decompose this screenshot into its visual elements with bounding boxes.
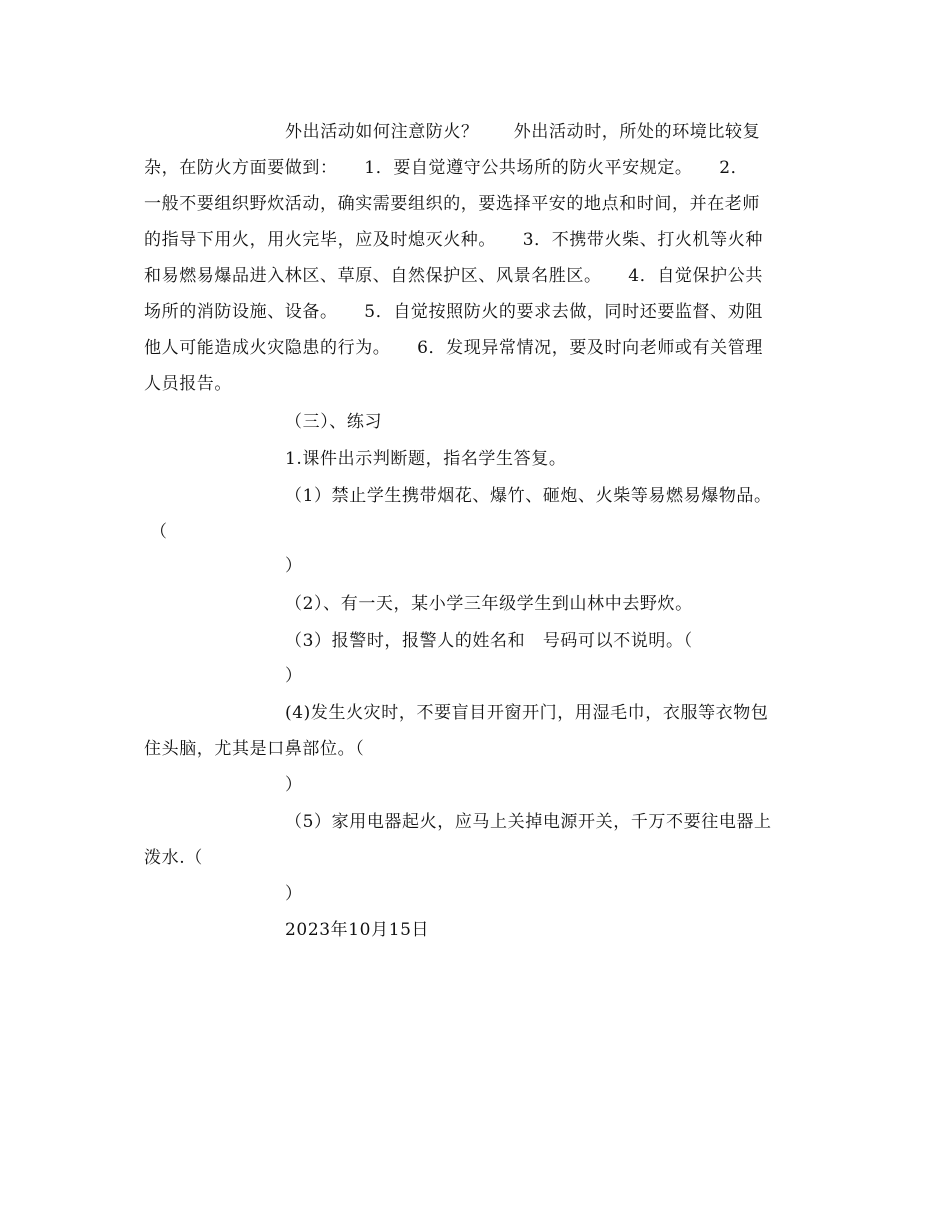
paragraph-line: 外出活动如何注意防火？ 外出活动时，所处的环境比较复 [285,122,761,142]
paragraph-line: 场所的消防设施、设备。 5．自觉按照防火的要求去做，同时还要监督、劝阻 [144,302,763,322]
paragraph-line: 他人可能造成火灾隐患的行为。 6．发现异常情况，要及时向老师或有关管理 [144,338,763,358]
paragraph-line: 的指导下用火，用火完毕，应及时熄灭火种。 3．不携带火柴、打火机等火种 [144,230,763,250]
paragraph-line: 和易燃易爆品进入林区、草原、自然保护区、风景名胜区。 4．自觉保护公共 [144,266,763,286]
document-date: 2023年10月15日 [285,920,430,940]
section-heading: （三）、练习 [285,412,383,432]
exercise-intro: 1.课件出示判断题，指名学生答复。 [285,449,567,469]
question-1: （1）禁止学生携带烟花、爆竹、砸炮、火柴等易燃易爆物品。 [285,486,772,506]
paragraph-line: 杂，在防火方面要做到： 1．要自觉遵守公共场所的防火平安规定。 2． [144,158,749,178]
question-5-continued: 泼水.（ [144,848,203,868]
answer-bracket-close: ） [285,666,303,686]
answer-bracket-open: （ [150,522,168,542]
paragraph-line: 人员报告。 [144,374,232,394]
question-3: （3）报警时，报警人的姓名和 号码可以不说明。（ [285,631,693,651]
answer-bracket-close: ） [285,884,303,904]
answer-bracket-close: ） [285,775,303,795]
question-4-continued: 住头脑，尤其是口鼻部位。（ [144,739,365,759]
question-4: (4)发生火灾时，不要盲目开窗开门，用湿毛巾，衣服等衣物包 [285,703,769,723]
paragraph-line: 一般不要组织野炊活动，确实需要组织的，要选择平安的地点和时间，并在老师 [144,194,760,214]
answer-bracket-close: ） [285,556,303,576]
question-5: （5）家用电器起火，应马上关掉电源开关，千万不要往电器上 [285,812,772,832]
question-2: （2）、有一天，某小学三年级学生到山林中去野炊。 [285,594,693,614]
